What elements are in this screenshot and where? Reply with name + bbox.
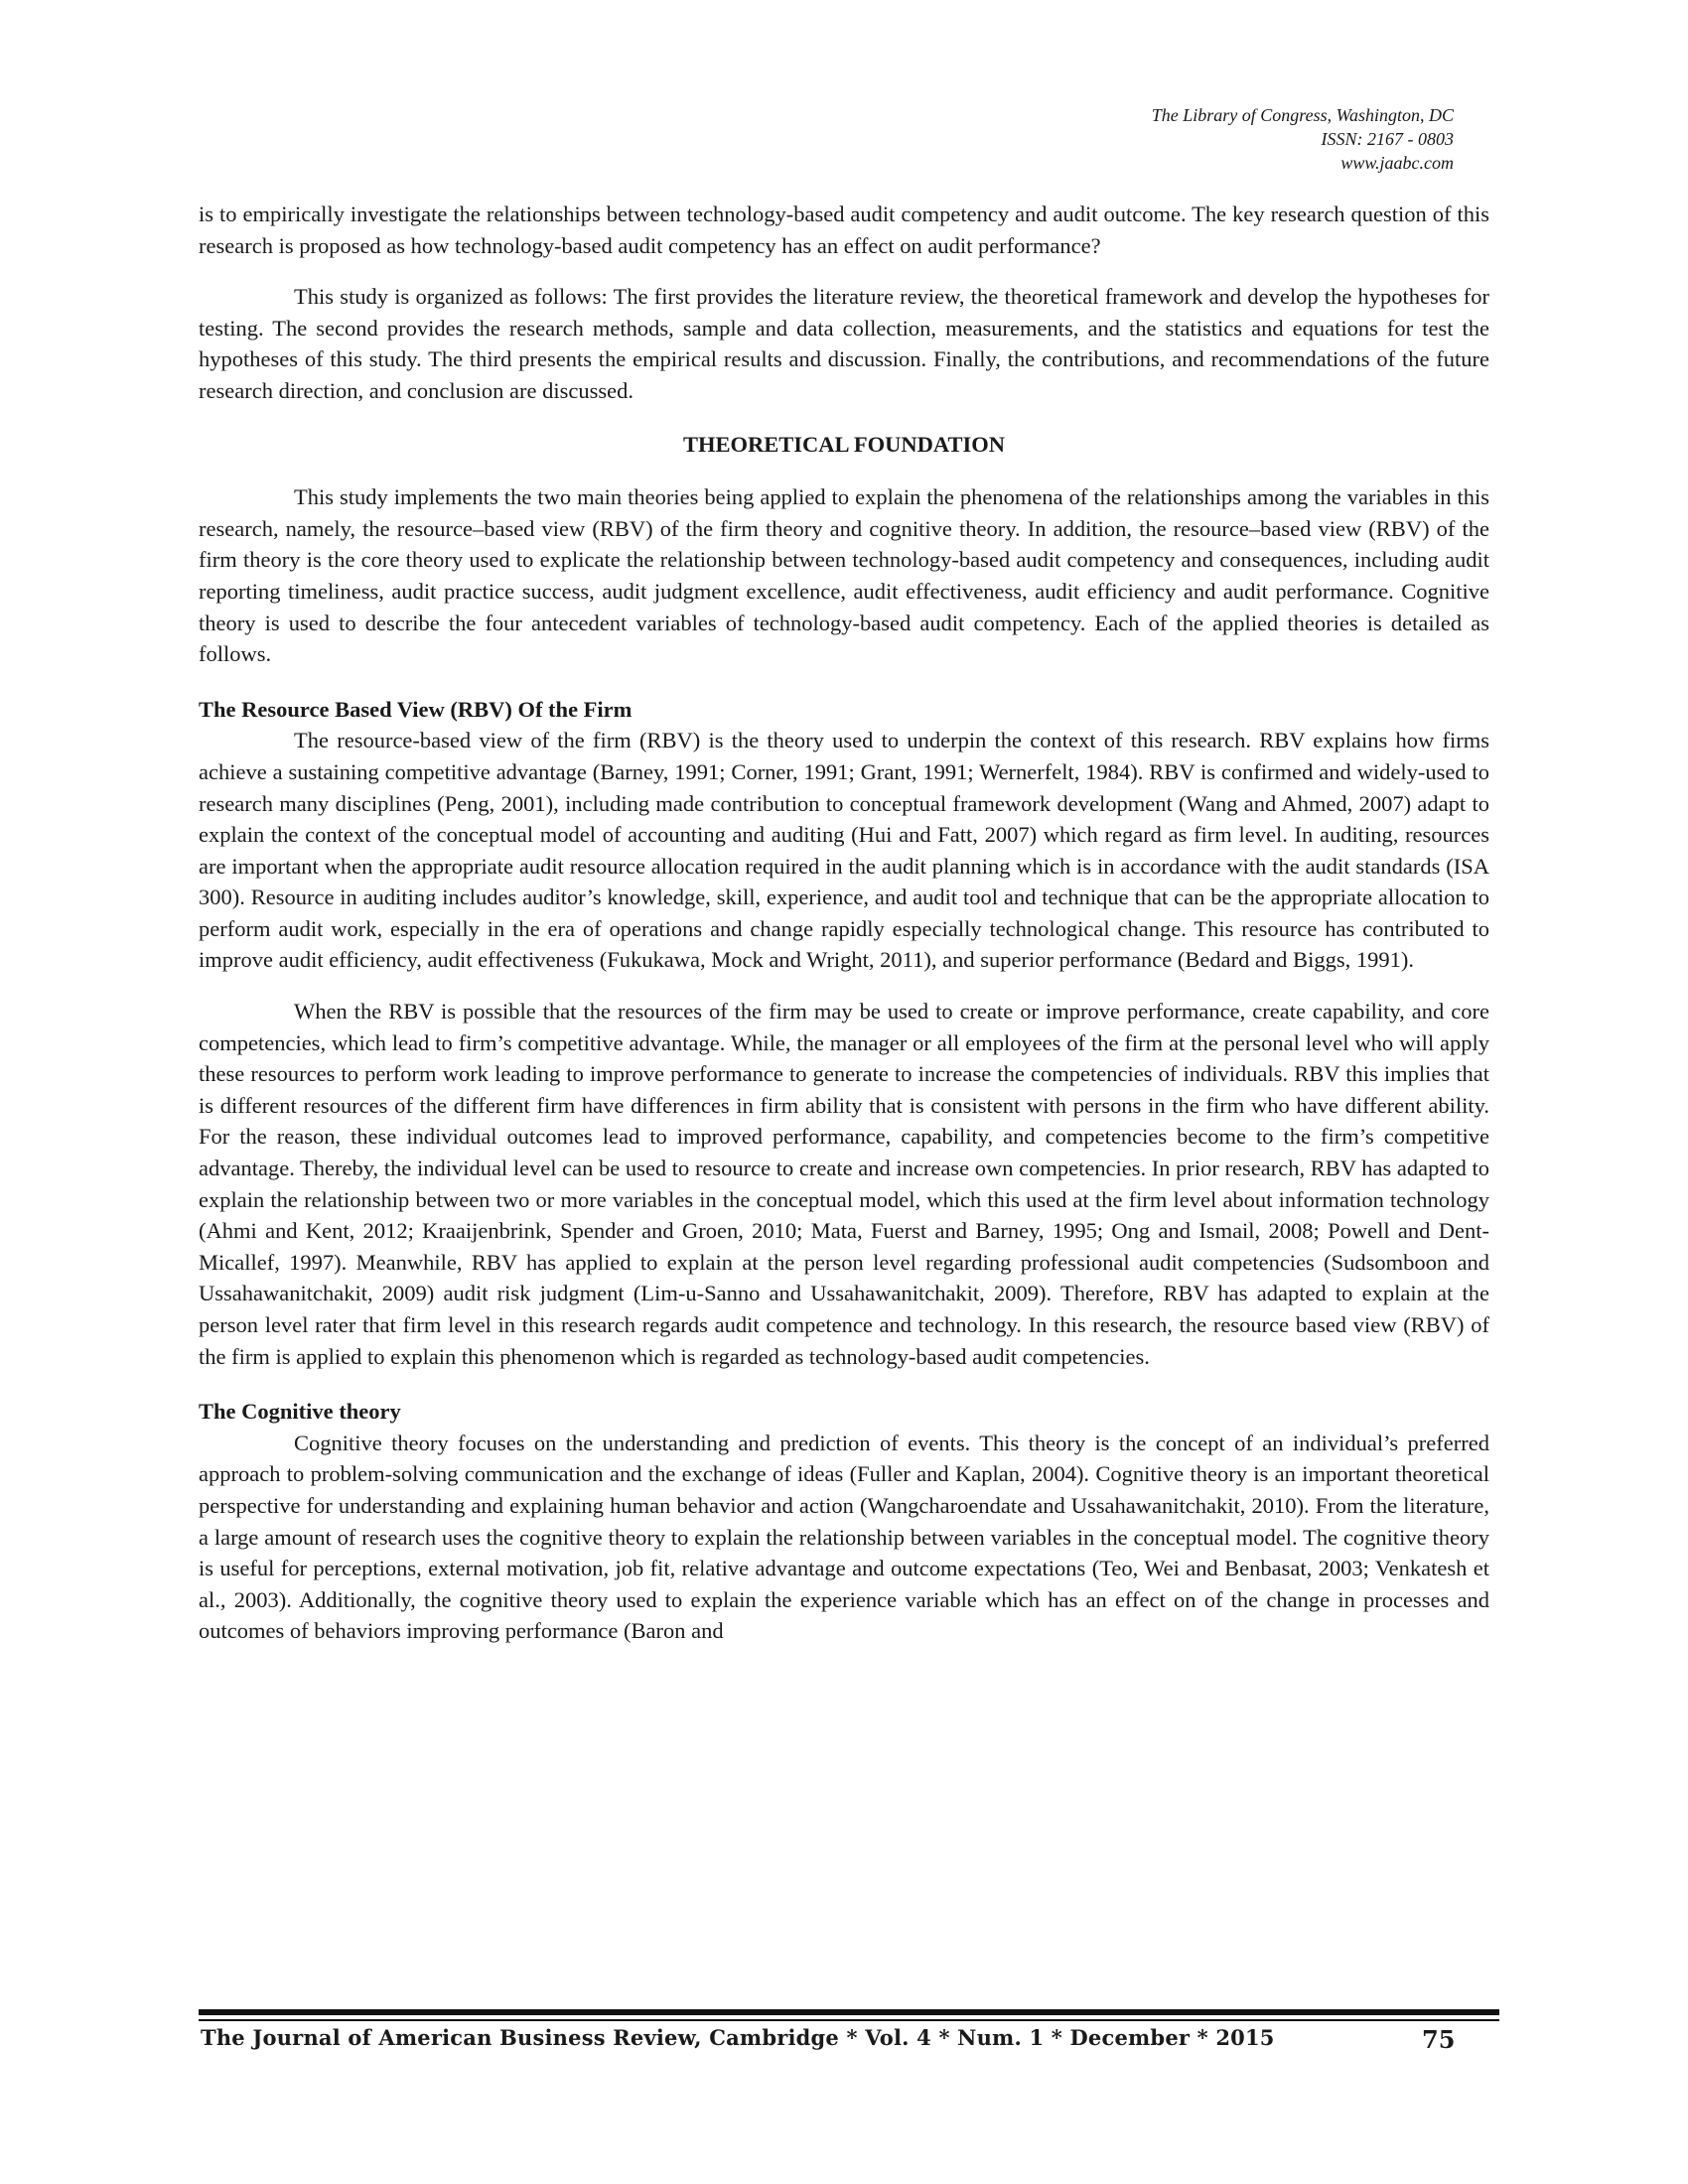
footer-journal-info: The Journal of American Business Review, Cambridge * Vol. 4 * Num. 1 * December * 2015 [201,2025,1275,2050]
page-number: 75 [1422,2025,1456,2054]
paragraph-intro-continuation: is to empirically investigate the relationships between technology-based audit competency and audit outcome. The key research question of this research is proposed as how technology-based audit competency has an effect on audit performance? [199,202,1489,258]
paragraph-cognitive-theory: Cognitive theory focuses on the understanding and prediction of events. This theory is the concept of an individual’s preferred approach to problem-solving communication and the exchange of ideas (Fuller and Kaplan, 2004). Cognitive theory is an important theoretical perspective for understanding and explaining human behavior and action (Wangcharoendate and Ussahawanitchakit, 2010). From the literature, a large amount of research uses the cognitive theory to explain the relationship between variables in the conceptual model. The cognitive theory is useful for perceptions, external motivation, job fit, relative advantage and outcome expectations (Teo, Wei and Benbasat, 2003; Venkatesh et al., 2003). Additionally, the cognitive theory used to explain the experience variable which has an effect on of the change in processes and outcomes of behaviors improving performance (Baron and [199,1430,1489,1644]
header-website: www.jaabc.com [1340,153,1454,173]
paragraph-theories: This study implements the two main theories being applied to explain the phenomena of the relationships among the variables in this research, namely, the resource–based view (RBV) of the firm theory and cognitive theory. In addition, the resource–based view (RBV) of the firm theory is the core theory used to explicate the relationship between technology-based audit competency and consequences, including audit reporting timeliness, audit practice success, audit judgment excellence, audit effectiveness, audit efficiency and audit performance. Cognitive theory is used to describe the four antecedent variables of technology-based audit competency. Each of the applied theories is detailed as follows. [199,484,1489,667]
subsection-heading-rbv: The Resource Based View (RBV) Of the Firm [199,696,633,722]
paragraph-rbv-application: When the RBV is possible that the resources of the firm may be used to create or improve performance, create capability, and core competencies, which lead to firm’s competitive advantage. While, the manager or all employees of the firm at the personal level who will apply these resources to perform work leading to improve performance to generate to increase the competencies of individuals. RBV this implies that is different resources of the different firm have differences in firm ability that is consistent with persons in the firm who have different ability. For the reason, these individual outcomes lead to improved performance, capability, and competencies become to the firm’s competitive advantage. Thereby, the individual level can be used to resource to create and increase own competencies. In prior research, RBV has adapted to explain the relationship between two or more variables in the conceptual model, which this used at the firm level about information technology (Ahmi and Kent, 2012; Kraaijenbrink, Spender and Groen, 2010; Mata, Fuerst and Barney, 1995; Ong and Ismail, 2008; Powell and Dent-Micallef, 1997). Meanwhile, RBV has applied to explain at the person level regarding professional audit competencies (Sudsomboon and Ussahawanitchakit, 2009) audit risk judgment (Lim-u-Sanno and Ussahawanitchakit, 2009). Therefore, RBV has adapted to explain at the person level rater that firm level in this research regards audit competence and technology. In this research, the resource based view (RBV) of the firm is applied to explain this phenomenon which is regarded as technology-based audit competencies. [199,999,1489,1369]
section-heading: THEORETICAL FOUNDATION [682,431,1005,457]
paragraph-rbv-definition: The resource-based view of the firm (RBV) is the theory used to underpin the context of this research. RBV explains how firms achieve a sustaining competitive advantage (Barney, 1991; Corner, 1991; Grant, 1991; Wernerfelt, 1984). RBV is confirmed and widely-used to research many disciplines (Peng, 2001), including made contribution to conceptual framework development (Wang and Ahmed, 2007) adapt to explain the context of the conceptual model of accounting and auditing (Hui and Fatt, 2007) which regard as firm level. In auditing, resources are important when the appropriate audit resource allocation required in the audit planning which is in accordance with the audit standards (ISA 300). Resource in auditing includes auditor’s knowledge, skill, experience, and audit tool and technique that can be the appropriate allocation to perform audit work, especially in the era of operations and change rapidly especially technological change. This resource has contributed to improve audit efficiency, audit effectiveness (Fukukawa, Mock and Wright, 2011), and superior performance (Bedard and Biggs, 1991). [199,728,1489,973]
paragraph-organization: This study is organized as follows: The first provides the literature review, the theoretical framework and develop the hypotheses for testing. The second provides the research methods, sample and data collection, measurements, and the statistics and equations for test the hypotheses of this study. The third presents the empirical results and discussion. Finally, the contributions, and recommendations of the future research direction, and conclusion are discussed. [199,284,1489,403]
footer-rule-thick [199,2009,1499,2015]
subsection-heading-cognitive: The Cognitive theory [199,1399,401,1425]
header-library: The Library of Congress, Washington, DC [1151,105,1454,125]
footer-rule-thin [199,2019,1499,2021]
article-body [199,199,1489,1647]
running-header [1152,103,1454,175]
header-issn: ISSN: 2167 - 0803 [1321,129,1454,149]
